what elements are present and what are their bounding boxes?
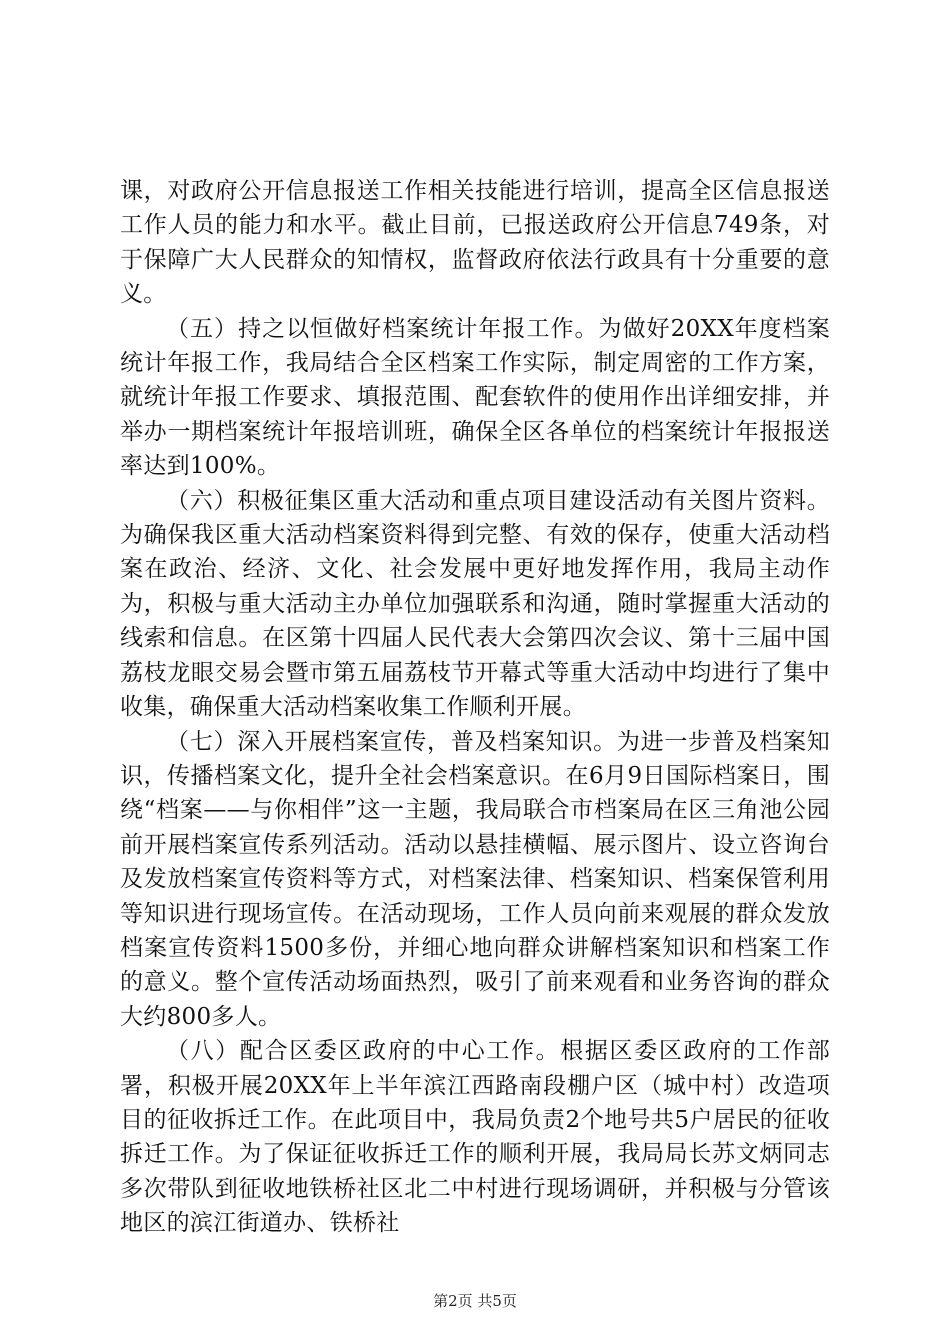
- paragraph-section-8: （八）配合区委区政府的中心工作。根据区委区政府的工作部署，积极开展20XX年上半年滨江西路南段棚户区（城中村）改造项目的征收拆迁工作。在此项目中，我局负责2个地号共5户居民的征收拆迁工作。为了保证征收拆迁工作的顺利开展，我局局长苏文炳同志多次带队到征收地铁桥社区北二中村进行现场调研，并积极与分管该地区的滨江街道办、铁桥社: [120, 1038, 830, 1237]
- page-footer: 第2页 共5页: [433, 1292, 517, 1310]
- paragraph-section-5: （五）持之以恒做好档案统计年报工作。为做好20XX年度档案统计年报工作，我局结合全区档案工作实际，制定周密的工作方案，就统计年报工作要求、填报范围、配套软件的使用作出详细安排，并举办一期档案统计年报培训班，确保全区各单位的档案统计年报报送率达到100%。: [120, 315, 830, 480]
- document-body: [120, 174, 830, 1241]
- paragraph-continuation: 课，对政府公开信息报送工作相关技能进行培训，提高全区信息报送工作人员的能力和水平。截止目前，已报送政府公开信息749条，对于保障广大人民群众的知情权，监督政府依法行政具有十分重要的意义。: [120, 178, 830, 308]
- paragraph-section-7: （七）深入开展档案宣传，普及档案知识。为进一步普及档案知识，传播档案文化，提升全社会档案意识。在6月9日国际档案日，围绕“档案——与你相伴”这一主题，我局联合市档案局在区三角池公园前开展档案宣传系列活动。活动以悬挂横幅、展示图片、设立咨询台及发放档案宣传资料等方式，对档案法律、档案知识、档案保管利用等知识进行现场宣传。在活动现场，工作人员向前来观展的群众发放档案宣传资料1500多份，并细心地向群众讲解档案知识和档案工作的意义。整个宣传活动场面热烈，吸引了前来观看和业务咨询的群众大约800多人。: [120, 728, 830, 1030]
- paragraph-section-6: （六）积极征集区重大活动和重点项目建设活动有关图片资料。为确保我区重大活动档案资料得到完整、有效的保存，使重大活动档案在政治、经济、文化、社会发展中更好地发挥作用，我局主动作为，积极与重大活动主办单位加强联系和沟通，随时掌握重大活动的线索和信息。在区第十四届人民代表大会第四次会议、第十三届中国荔枝龙眼交易会暨市第五届荔枝节开幕式等重大活动中均进行了集中收集，确保重大活动档案收集工作顺利开展。: [120, 487, 830, 721]
